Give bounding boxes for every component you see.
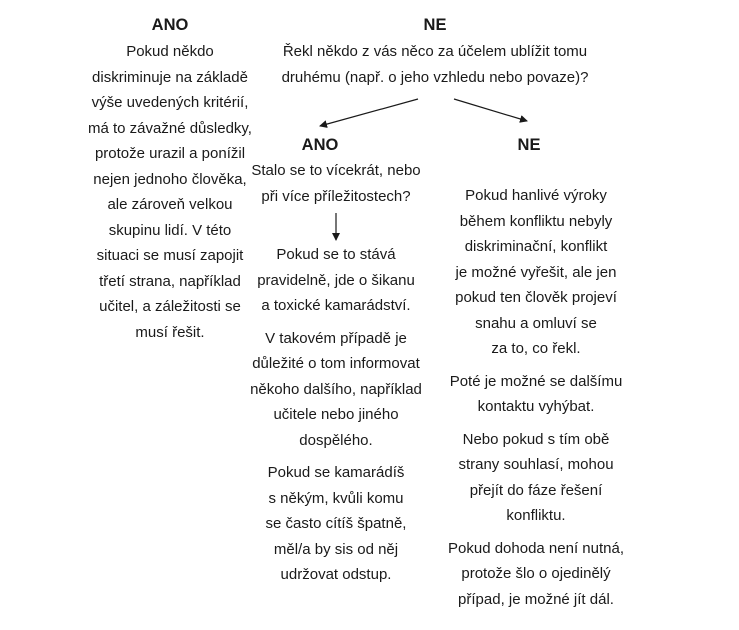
text-line: Řekl někdo z vás něco za účelem ublížit tomu (282, 43, 588, 60)
text-line: Nebo pokud s tím obě (462, 430, 610, 448)
text-line: během konfliktu nebyly (459, 212, 613, 230)
text-line: Pokud se to stává (276, 246, 396, 263)
middle-paragraph (236, 242, 436, 319)
text-line: výše uvedených kritérií, (91, 94, 249, 111)
text-line: s někým, kvůli komu (268, 489, 404, 507)
text-line: dospělého. (299, 431, 373, 449)
text-line: nejen jednoho člověka, (93, 170, 247, 188)
middle-heading: ANO (301, 136, 339, 154)
text-line: přejít do fáze řešení (469, 481, 603, 499)
text-line: druhému (např. o jeho vzhledu nebo povaze)? (281, 68, 589, 86)
text-line: při více příležitostech? (261, 187, 411, 205)
text-line: pokud ten člověk projeví (455, 289, 617, 306)
text-line: Stalo se to vícekrát, nebo (251, 162, 421, 179)
right-branch (431, 134, 641, 619)
text-line: kontaktu vyhýbat. (477, 398, 595, 415)
text-line: někoho dalšího, například (250, 380, 422, 398)
text-line: za to, co řekl. (491, 340, 581, 357)
text-line: se často cítíš špatně, (265, 515, 407, 532)
text-line: učitel, a záležitosti se (99, 298, 241, 315)
text-line: udržovat odstup. (280, 566, 392, 583)
text-line: důležité o tom informovat (252, 355, 420, 372)
text-line: protože šlo o ojedinělý (461, 565, 611, 582)
top-heading: NE (423, 16, 447, 34)
right-paragraph (431, 369, 641, 420)
top-question-text (265, 39, 605, 90)
text-line: měl/a by sis od něj (273, 540, 399, 558)
text-line: ale zároveň velkou (107, 196, 233, 213)
right-paragraph (431, 536, 641, 613)
text-line: učitele nebo jiného (273, 406, 399, 423)
text-line: konfliktu. (506, 507, 566, 524)
middle-paragraph (236, 460, 436, 588)
text-line: skupinu lidí. V této (108, 221, 232, 239)
text-line: Pokud hanlivé výroky (465, 187, 607, 204)
arrow-to-middle-ano (320, 99, 418, 126)
right-paragraph (431, 427, 641, 529)
text-line: snahu a omluví se (475, 314, 597, 332)
text-line: protože urazil a ponížil (94, 145, 246, 162)
text-line: a toxické kamarádství. (261, 297, 411, 314)
text-line: Pokud někdo (126, 43, 214, 60)
text-line: Poté je možné se dalšímu (449, 372, 623, 390)
text-line: pravidelně, jde o šikanu (257, 271, 415, 289)
left-heading: ANO (151, 16, 189, 34)
middle-branch (236, 134, 436, 595)
text-line: situaci se musí zapojit (96, 247, 244, 264)
text-line: případ, je možné jít dál. (458, 590, 614, 608)
text-line: V takovém případě je (265, 329, 407, 347)
text-line: diskriminuje na základě (92, 68, 248, 86)
text-line: strany souhlasí, mohou (458, 456, 614, 473)
text-line: třetí strana, například (99, 272, 241, 290)
right-paragraph (431, 183, 641, 362)
right-heading: NE (517, 136, 541, 154)
text-line: má to závažné důsledky, (88, 119, 252, 137)
text-line: diskriminační, konflikt (464, 238, 608, 255)
text-line: je možné vyřešit, ale jen (455, 263, 617, 281)
top-question (265, 14, 605, 90)
middle-paragraph (236, 326, 436, 454)
text-line: Pokud dohoda není nutná, (448, 539, 624, 557)
arrow-to-right-ne (454, 99, 527, 121)
middle-question-text (236, 158, 436, 209)
text-line: musí řešit. (135, 323, 205, 341)
text-line: Pokud se kamarádíš (267, 464, 405, 481)
